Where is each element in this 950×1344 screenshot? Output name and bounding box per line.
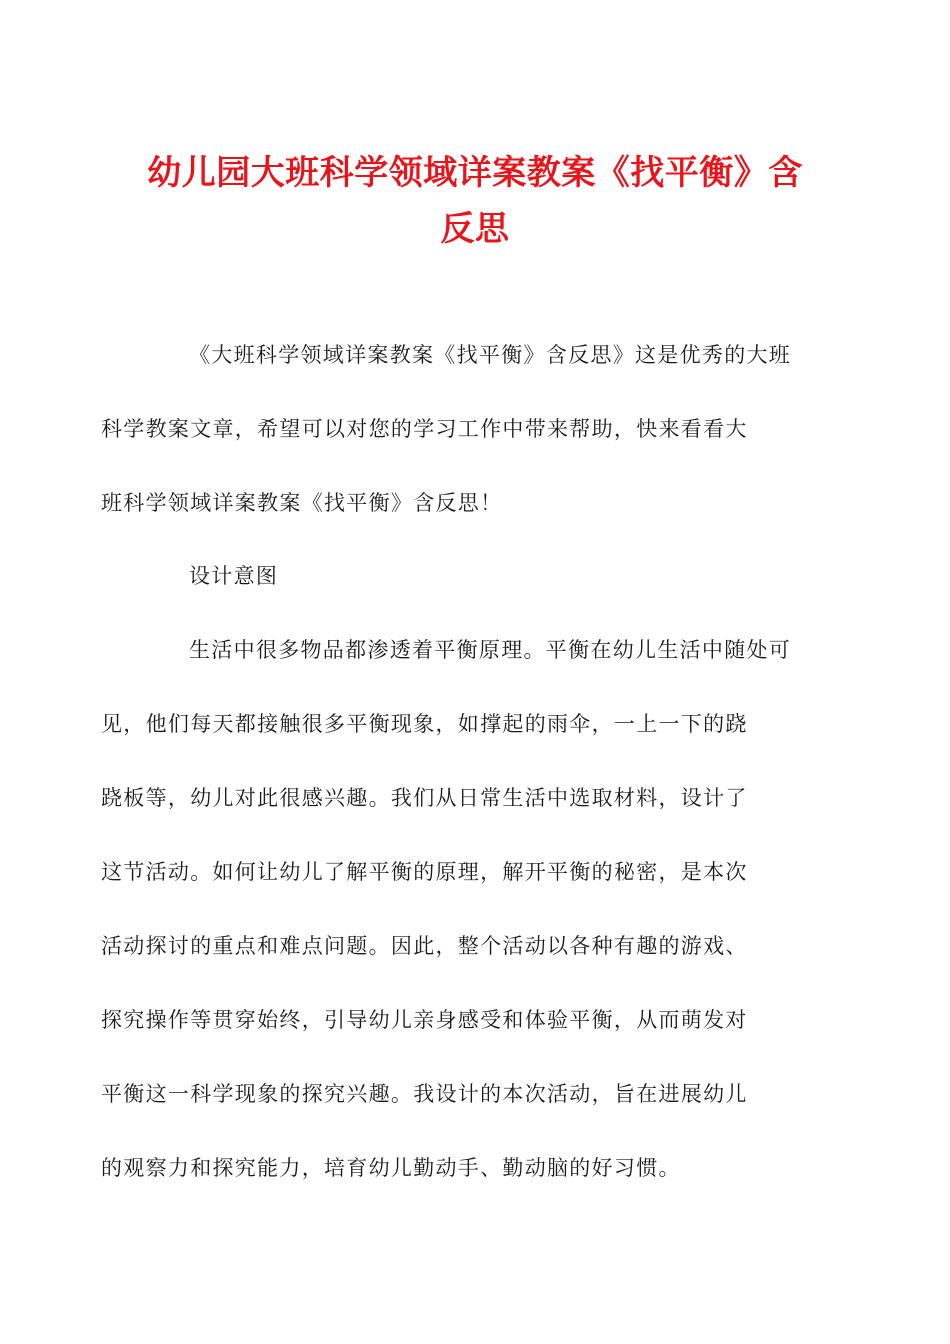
title-line: 反思 xyxy=(440,209,510,249)
intro-line: 科学教案文章，希望可以对您的学习工作中带来帮助，快来看看大 xyxy=(101,417,748,441)
design-line: 活动探讨的重点和难点问题。因此，整个活动以各种有趣的游戏、 xyxy=(101,934,748,958)
design-intent-paragraph xyxy=(101,613,795,1205)
design-line: 的观察力和探究能力，培育幼儿勤动手、勤动脑的好习惯。 xyxy=(101,1156,681,1180)
design-line: 见，他们每天都接触很多平衡现象，如撑起的雨伞，一上一下的跷 xyxy=(101,712,748,736)
intro-paragraph xyxy=(101,318,795,540)
design-line: 跷板等，幼儿对此很感兴趣。我们从日常生活中选取材料，设计了 xyxy=(101,786,748,810)
intro-line: 班科学领域详案教案《找平衡》含反思！ xyxy=(101,491,503,515)
design-line: 这节活动。如何让幼儿了解平衡的原理，解开平衡的秘密，是本次 xyxy=(101,860,748,884)
design-line: 探究操作等贯穿始终，引导幼儿亲身感受和体验平衡，从而萌发对 xyxy=(101,1008,748,1032)
design-line: 平衡这一科学现象的探究兴趣。我设计的本次活动，旨在进展幼儿 xyxy=(101,1082,748,1106)
title-line: 幼儿园大班科学领域详案教案《找平衡》含 xyxy=(147,153,803,193)
document-title xyxy=(145,145,805,257)
design-line: 生活中很多物品都渗透着平衡原理。平衡在幼儿生活中随处可 xyxy=(189,638,792,662)
section-heading xyxy=(145,539,795,613)
intro-line: 《大班科学领域详案教案《找平衡》含反思》这是优秀的大班 xyxy=(189,343,792,367)
section-heading-text: 设计意图 xyxy=(189,564,279,588)
